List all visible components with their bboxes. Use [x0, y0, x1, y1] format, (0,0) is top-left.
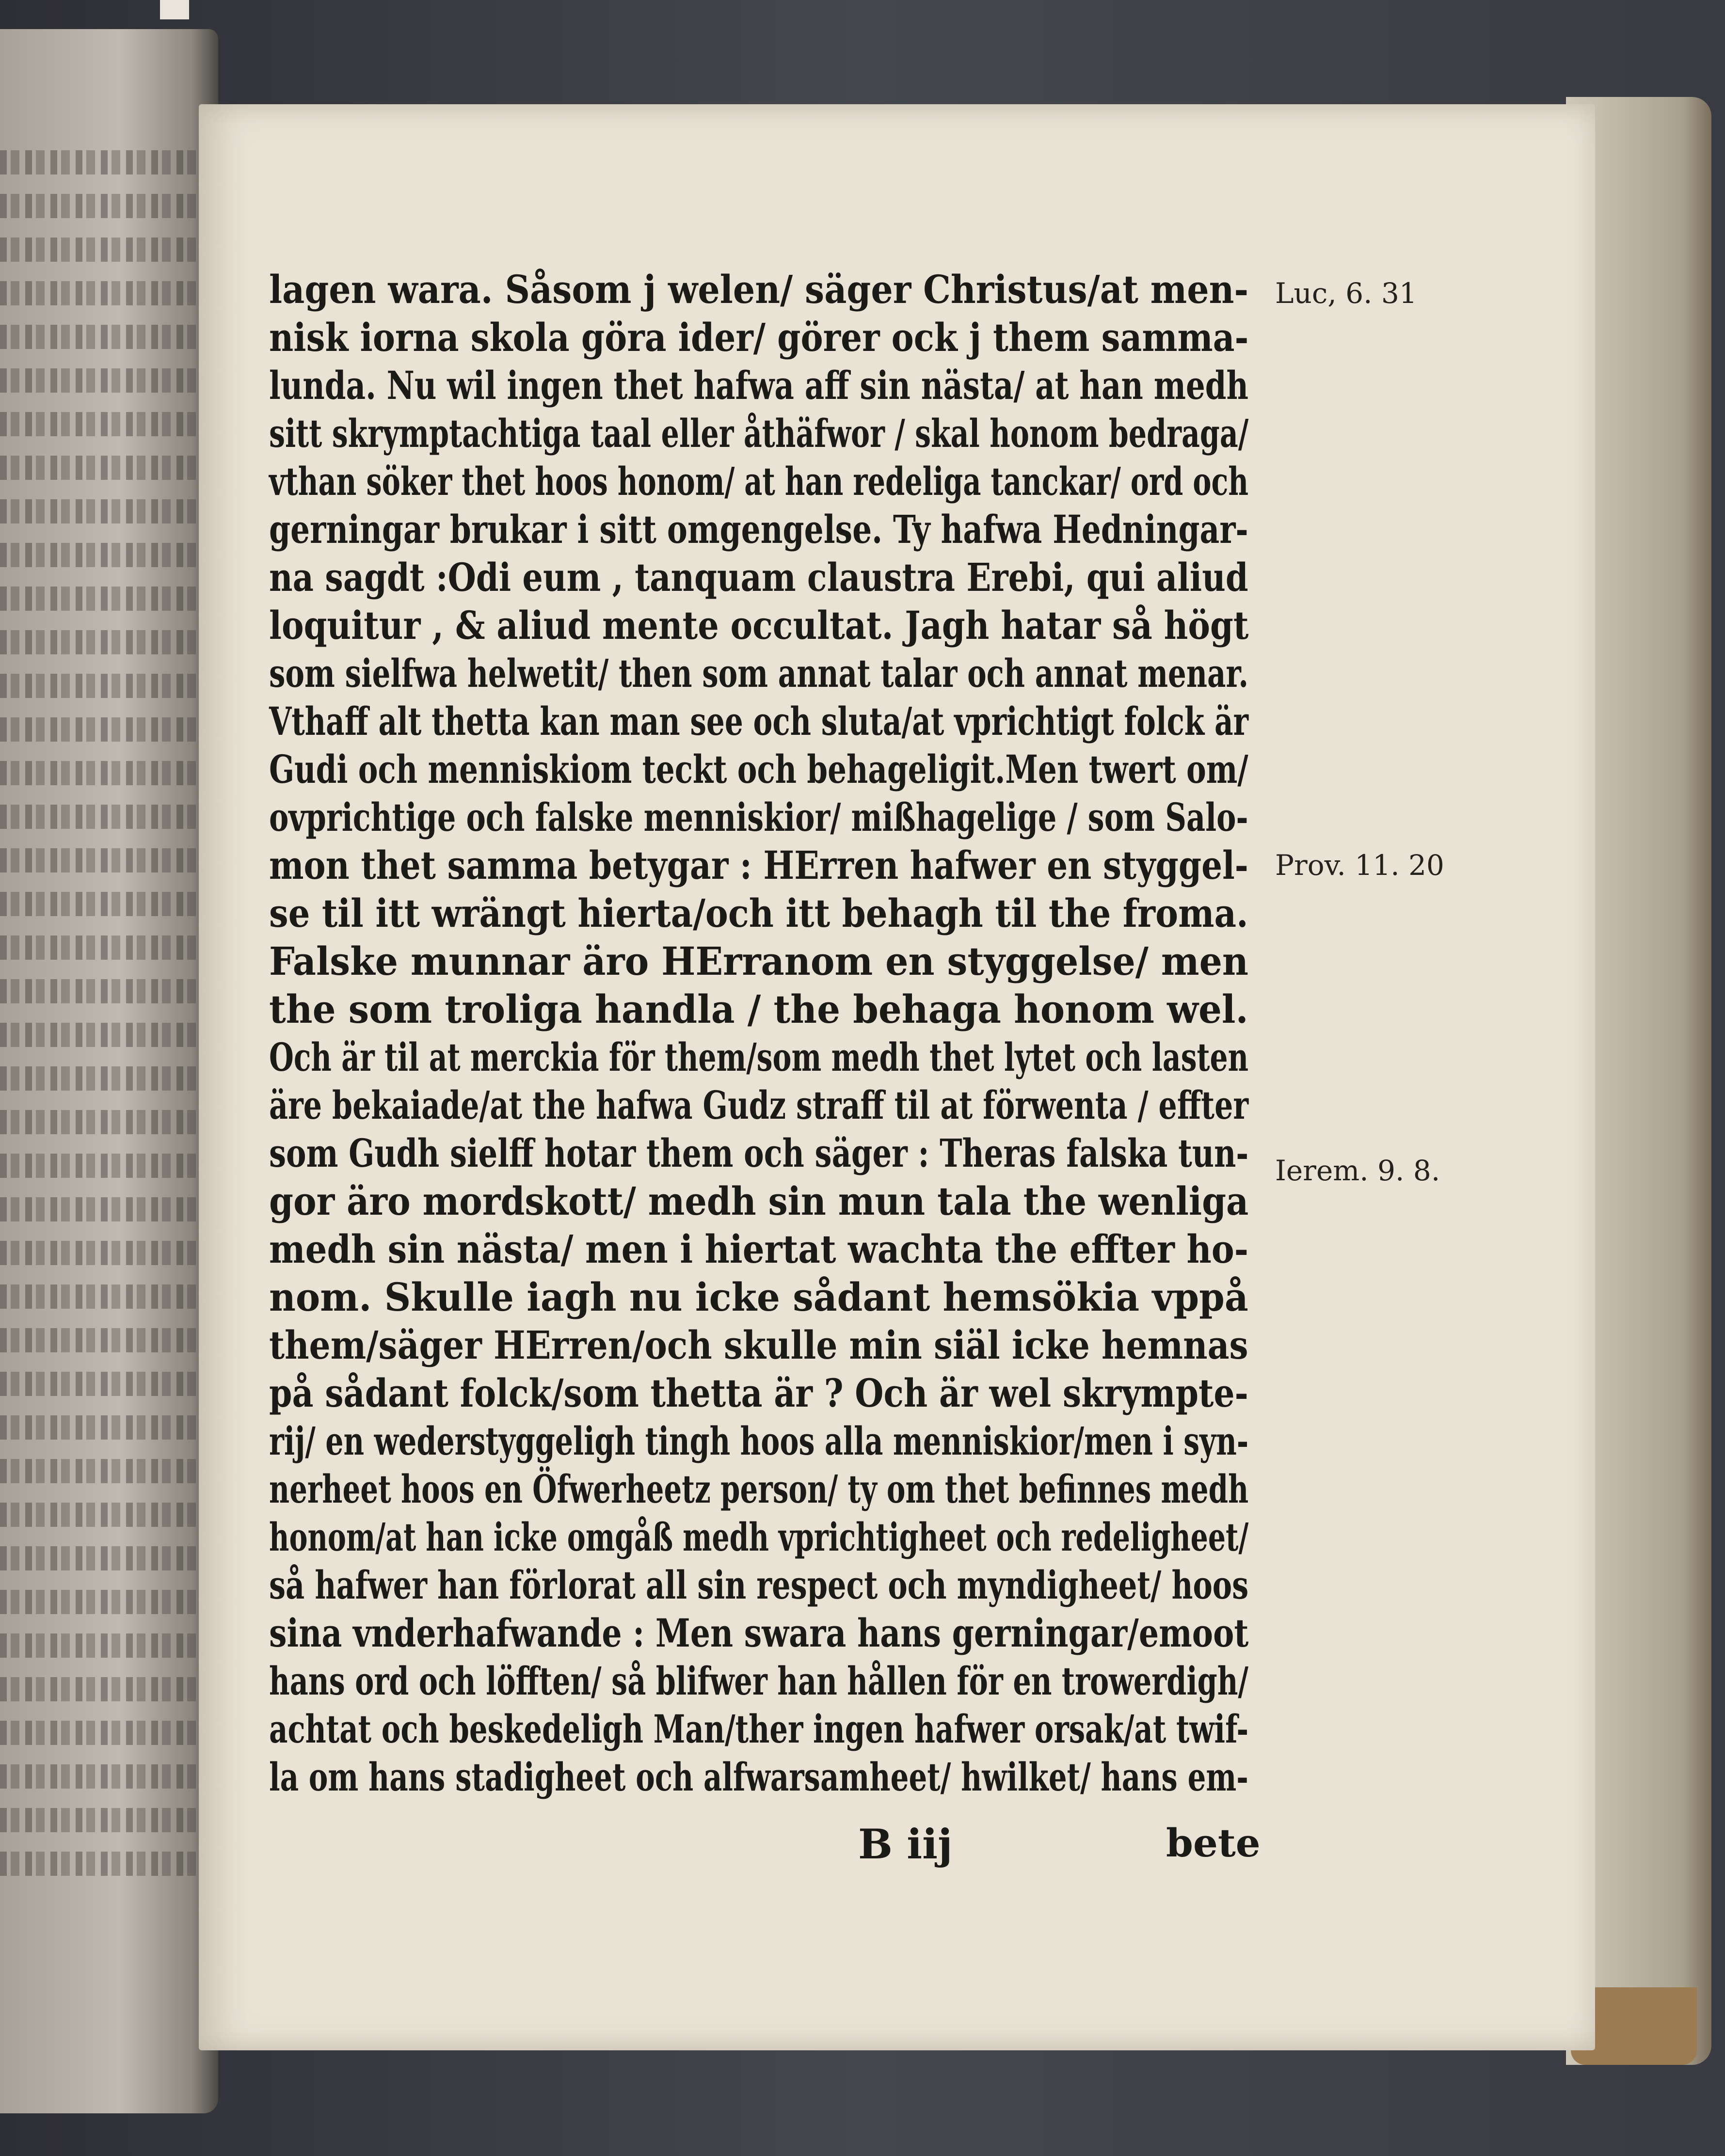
text-line: lunda. Nu wil ingen thet hafwa aff sin nästa/ at han medh	[269, 363, 1249, 408]
text-line: loquitur , & aliud mente occultat. Jagh hatar så högt	[269, 602, 1249, 648]
text-line: nerheet hoos en Öfwerheetz person/ ty om thet befinnes medh	[269, 1466, 1249, 1512]
text-line: nisk iorna skola göra ider/ görer ock j them samma-	[269, 315, 1249, 360]
text-line: la om hans stadigheet och alfwarsamheet/ hwilket/ hans em-	[269, 1754, 1248, 1800]
margin-note: Prov. 11. 20	[1275, 849, 1444, 882]
text-line: medh sin nästa/ men i hiertat wachta the effter ho-	[269, 1226, 1249, 1272]
text-line: Falske munnar äro HErranom en styggelse/ men	[269, 938, 1249, 984]
left-facing-page	[0, 29, 218, 2113]
text-line: som Gudh sielff hotar them och säger : Theras falska tun-	[269, 1130, 1249, 1176]
text-line: mon thet samma betygar : HErren hafwer en styggel-	[269, 842, 1248, 888]
text-line: nom. Skulle iagh nu icke sådant hemsökia vppå	[269, 1274, 1248, 1320]
text-line: som sielfwa helwetit/ then som annat talar och annat menar.	[269, 650, 1249, 696]
margin-note: Luc, 6. 31	[1275, 277, 1417, 310]
text-line: Och är til at merckia för them/som medh thet lytet och lasten	[269, 1034, 1249, 1080]
text-line: äre bekaiade/at the hafwa Gudz straff til at förwenta / effter	[269, 1082, 1249, 1128]
text-line: sitt skrymptachtiga taal eller åthäfwor / skal honom bedraga/	[269, 411, 1249, 456]
text-line: lagen wara. Såsom j welen/ säger Christus/at men-	[269, 267, 1249, 312]
text-line: them/säger HErren/och skulle min siäl icke hemnas	[269, 1322, 1248, 1368]
text-line: honom/at han icke omgåß medh vprichtigheet och redeligheet/	[269, 1514, 1249, 1560]
text-line: rij/ en wederstyggeligh tingh hoos alla menniskior/men i syn-	[269, 1418, 1249, 1464]
text-line: Gudi och menniskiom teckt och behageligit.Men twert om/	[269, 746, 1248, 792]
text-line: så hafwer han förlorat all sin respect och myndigheet/ hoos	[269, 1562, 1249, 1608]
text-line: på sådant folck/som thetta är ? Och är wel skrympte-	[269, 1370, 1248, 1416]
margin-note: Ierem. 9. 8.	[1275, 1154, 1440, 1187]
text-line: ovprichtige och falske menniskior/ mißhagelige / som Salo-	[269, 794, 1248, 840]
text-line: gerningar brukar i sitt omgengelse. Ty hafwa Hedningar-	[269, 507, 1248, 552]
text-line: Vthaff alt thetta kan man see och sluta/at vprichtigt folck är	[269, 698, 1249, 744]
left-page-text-edge	[0, 150, 208, 1895]
text-line: gor äro mordskott/ medh sin mun tala the wenliga	[269, 1178, 1249, 1224]
catchword: bete	[1166, 1820, 1261, 1866]
text-line: the som troliga handla / the behaga honom wel.	[269, 986, 1248, 1032]
text-line: hans ord och löfften/ så blifwer han hållen för en trowerdigh/	[269, 1658, 1248, 1704]
text-line: se til itt wrängt hierta/och itt behagh til the froma.	[269, 890, 1248, 936]
paper-tab	[160, 0, 189, 19]
signature-mark: B iij	[858, 1820, 953, 1868]
text-line: vthan söker thet hoos honom/ at han redeliga tanckar/ ord och	[269, 459, 1249, 504]
text-line: na sagdt :Odi eum , tanquam claustra Erebi, qui aliud	[269, 555, 1248, 600]
text-line: sina vnderhafwande : Men swara hans gerningar/emoot	[269, 1610, 1249, 1656]
text-line: achtat och beskedeligh Man/ther ingen hafwer orsak/at twif-	[269, 1706, 1249, 1752]
